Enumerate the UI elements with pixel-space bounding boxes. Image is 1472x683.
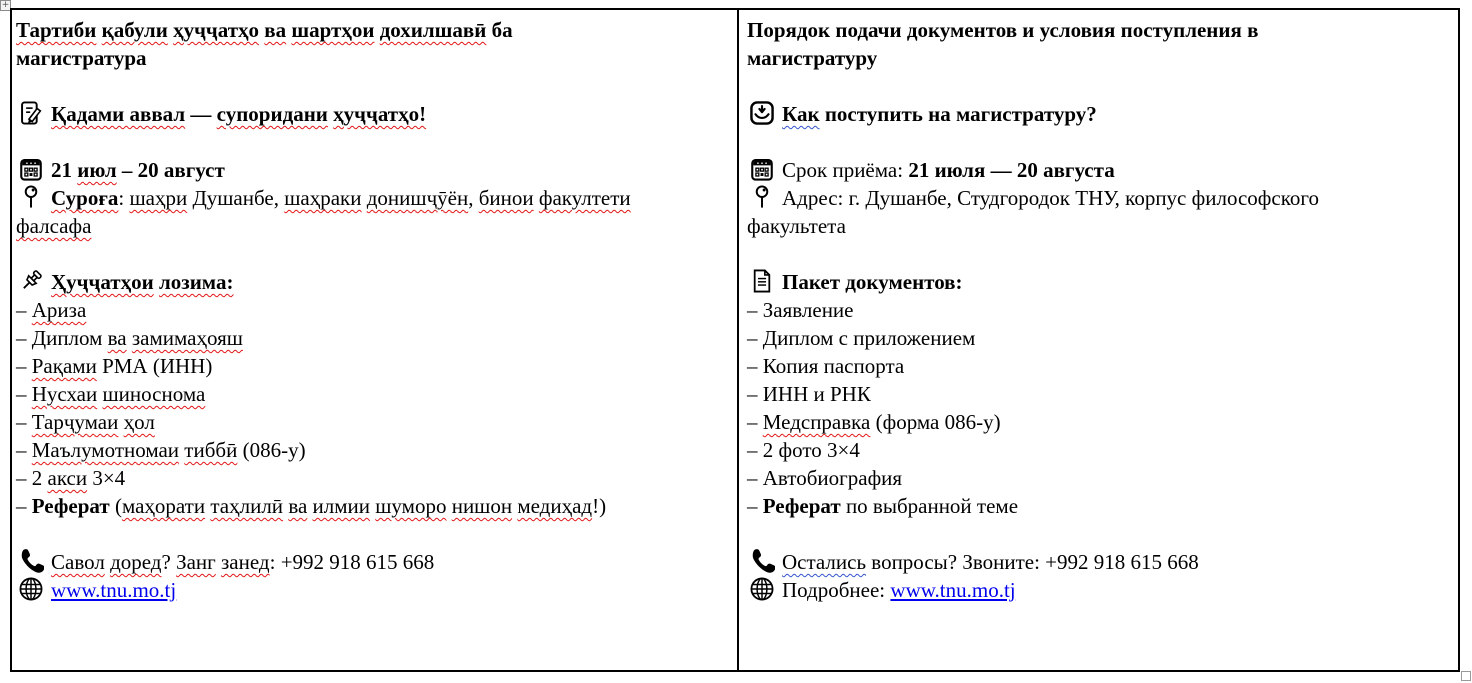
right-cell-russian [739, 10, 1458, 670]
phone-icon [749, 548, 775, 574]
dates-line [16, 156, 729, 184]
text-segment: РМА (ИНН) [96, 354, 213, 378]
text-segment: по выбранной теме [840, 494, 1019, 518]
blank-line [747, 128, 1450, 156]
doc-item [747, 492, 1450, 520]
text-segment: ба [486, 18, 513, 42]
blank-line [747, 72, 1450, 100]
text-segment: Реферат [31, 494, 110, 518]
text-segment: шаҳраки [284, 186, 362, 210]
text-segment: (086-у) [237, 438, 306, 462]
text-segment: факультета [747, 214, 846, 238]
text-segment: (форма 086-у) [870, 410, 1001, 434]
documents-heading [16, 268, 729, 296]
text-segment: Срок приёма: [782, 158, 909, 182]
text-segment: ҳуҷҷатҳо [173, 18, 260, 42]
text-segment: магистратуру [747, 46, 878, 70]
text-segment: Ҳуҷҷатҳои [51, 270, 154, 294]
table-move-handle[interactable]: + [1, 0, 10, 10]
address-line [16, 184, 729, 240]
doc-item [747, 464, 1450, 492]
title [16, 16, 729, 72]
dates-line [747, 156, 1450, 184]
doc-item [747, 324, 1450, 352]
text-segment: Остались [782, 550, 867, 574]
table-resize-handle[interactable] [1461, 671, 1471, 681]
text-segment: 21 [51, 158, 78, 182]
text-segment: нишон [451, 494, 513, 518]
doc-item [16, 380, 729, 408]
doc-item [747, 380, 1450, 408]
text-segment: ва [264, 18, 287, 42]
text-segment: – Копия паспорта [747, 354, 905, 378]
doc-item [747, 296, 1450, 324]
memo-icon [18, 100, 44, 126]
text-segment: занед [221, 550, 270, 574]
address-line [747, 184, 1450, 240]
text-segment: Как [782, 102, 820, 126]
text-segment: – 2 [16, 466, 48, 490]
text-segment: Нусхаи [31, 382, 98, 406]
text-segment: Суроға [51, 186, 119, 210]
text-segment: бинои [478, 186, 534, 210]
text-segment: Тарҷумаи [31, 410, 119, 434]
text-segment: шартҳои [291, 18, 375, 42]
left-cell-tajik [12, 10, 739, 670]
website-line [16, 576, 729, 604]
text-segment: – [16, 410, 32, 434]
text-segment: Подробнее: [782, 578, 891, 602]
pushpin-icon [18, 268, 44, 294]
text-segment: – 20 август [116, 158, 225, 182]
doc-item [16, 492, 729, 520]
text-segment: маҳорати [121, 494, 206, 518]
text-segment: – [747, 494, 763, 518]
text-segment: шаҳри [129, 186, 188, 210]
text-segment: – [16, 438, 32, 462]
website-link[interactable]: www.tnu.mo.tj [890, 578, 1016, 602]
title [747, 16, 1450, 72]
text-segment: факултети [538, 186, 631, 210]
text-segment: 21 июля — 20 августа [908, 158, 1115, 182]
text-segment: ҳол [123, 410, 155, 434]
blank-line [747, 240, 1450, 268]
text-segment: , [468, 186, 479, 210]
text-segment: Ариза [31, 298, 87, 322]
text-segment: Адрес: г. Душанбе, Студгородок ТНУ, корпус философского [782, 186, 1319, 210]
text-segment: Пакет документов: [782, 270, 963, 294]
text-segment: Қадами аввал [51, 102, 186, 126]
round-pin-icon [18, 184, 44, 210]
calendar-icon [18, 156, 44, 182]
inbox-icon [749, 100, 775, 126]
step-heading [747, 100, 1450, 128]
text-segment: супоридани [216, 102, 328, 126]
text-segment: қабули [101, 18, 168, 42]
doc-item [16, 436, 729, 464]
text-segment: дохилшавӣ [379, 18, 487, 42]
text-segment: акси [47, 466, 88, 490]
doc-item [16, 408, 729, 436]
text-segment: Савол [51, 550, 105, 574]
globe-icon [749, 576, 775, 602]
text-segment: доред [110, 550, 162, 574]
text-segment: поступить на магистратуру? [819, 102, 1097, 126]
text-segment: – ИНН и РНК [747, 382, 871, 406]
text-segment: ( [109, 494, 122, 518]
text-segment: Занг [176, 550, 216, 574]
text-segment: — [185, 102, 217, 126]
globe-icon [18, 576, 44, 602]
text-segment: Рақами [31, 354, 97, 378]
text-segment: ҳуҷҷатҳо! [333, 102, 427, 126]
round-pin-icon [749, 184, 775, 210]
doc-item [747, 352, 1450, 380]
text-segment: 3×4 [87, 466, 126, 490]
text-segment: магистратура [16, 46, 147, 70]
text-segment: – Автобиография [747, 466, 903, 490]
text-segment: – [16, 354, 32, 378]
website-line [747, 576, 1450, 604]
text-segment: : [118, 186, 130, 210]
text-segment: Тартиби [16, 18, 97, 42]
phone-line [16, 548, 729, 576]
doc-item [16, 464, 729, 492]
text-segment: замимаҳояш [131, 326, 243, 350]
text-segment: – [16, 382, 32, 406]
blank-line [16, 520, 729, 548]
text-segment: донишҷӯён [366, 186, 469, 210]
text-segment: Душанбе, [187, 186, 285, 210]
doc-item [747, 408, 1450, 436]
text-segment: таҳлилӣ [210, 494, 284, 518]
text-segment: – Диплом [16, 326, 108, 350]
doc-item [16, 296, 729, 324]
calendar-icon [749, 156, 775, 182]
blank-line [16, 72, 729, 100]
blank-line [16, 240, 729, 268]
text-segment: : +992 918 615 668 [269, 550, 435, 574]
doc-item [747, 436, 1450, 464]
text-segment: Медсправка [762, 410, 871, 434]
text-segment: Порядок подачи документов и условия поступления в [747, 18, 1259, 42]
blank-line [16, 128, 729, 156]
text-segment: ва [288, 494, 308, 518]
step-heading [16, 100, 729, 128]
phone-line [747, 548, 1450, 576]
doc-item [16, 324, 729, 352]
text-segment: тиббӣ [184, 438, 238, 462]
website-link[interactable]: www.tnu.mo.tj [51, 578, 177, 602]
admission-info-table [10, 8, 1460, 672]
text-segment: илмии [312, 494, 371, 518]
text-segment: июл [77, 158, 117, 182]
text-segment: – [16, 298, 32, 322]
document-icon [749, 268, 775, 294]
text-segment: медиҳад [517, 494, 593, 518]
text-segment: шиноснома [102, 382, 206, 406]
text-segment: лозима: [158, 270, 234, 294]
text-segment: – [747, 410, 763, 434]
text-segment: фалсафа [16, 214, 92, 238]
text-segment: ? [161, 550, 177, 574]
documents-heading [747, 268, 1450, 296]
text-segment: Реферат [762, 494, 841, 518]
phone-icon [18, 548, 44, 574]
text-segment: – 2 фото 3×4 [747, 438, 860, 462]
text-segment: – Заявление [747, 298, 854, 322]
blank-line [747, 520, 1450, 548]
doc-item [16, 352, 729, 380]
text-segment: – Диплом с приложением [747, 326, 976, 350]
text-segment: ва [107, 326, 127, 350]
text-segment: !) [592, 494, 607, 518]
text-segment: вопросы? Звоните: +992 918 615 668 [866, 550, 1199, 574]
text-segment: Маълумотномаи [31, 438, 180, 462]
text-segment: шуморо [375, 494, 447, 518]
text-segment: – [16, 494, 32, 518]
